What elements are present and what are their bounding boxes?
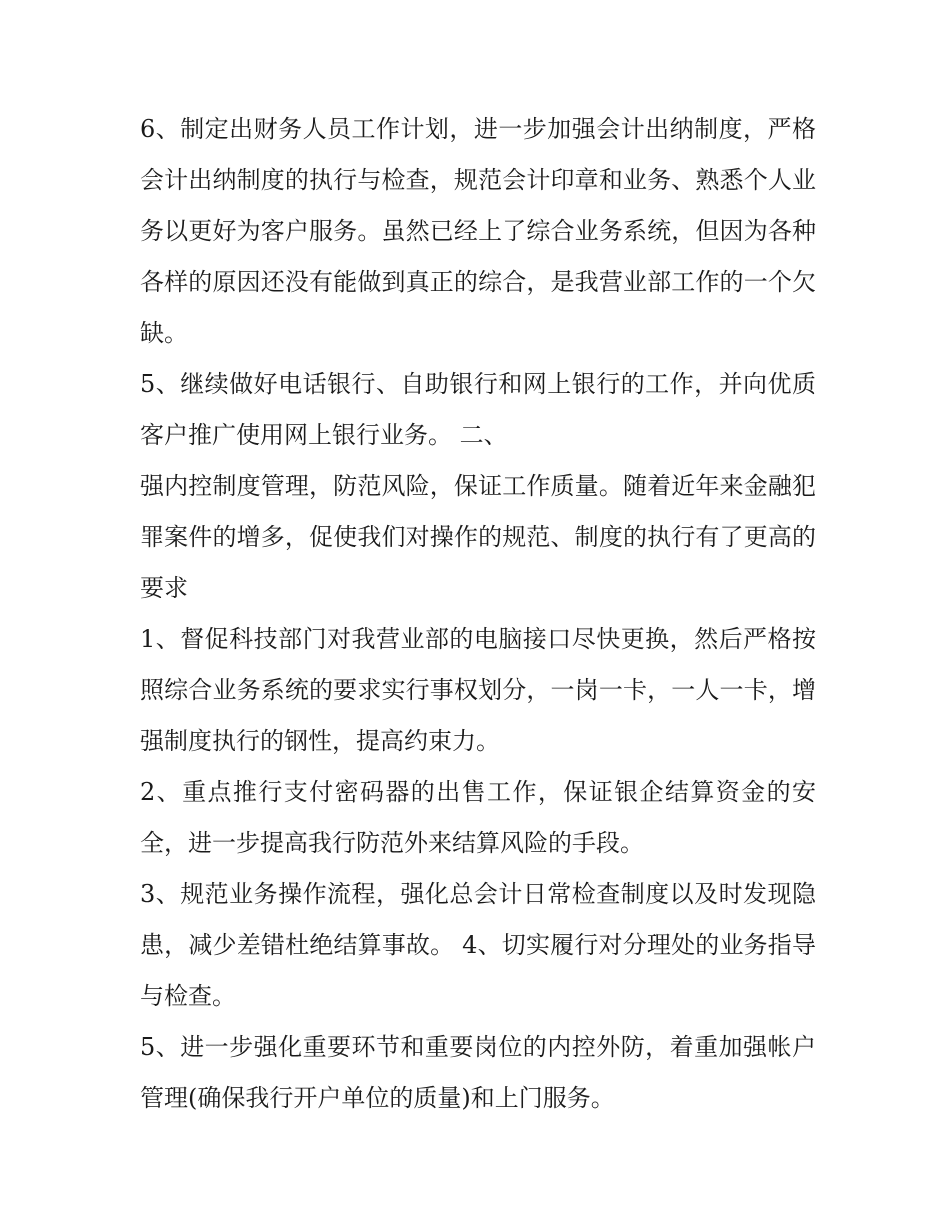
paragraph-item-5-key-positions: 5、进一步强化重要环节和重要岗位的内控外防，着重加强帐户管理(确保我行开户单位的质量)和上门服务。 <box>140 1033 816 1112</box>
document-body <box>140 104 816 1124</box>
paragraph-internal-control: 强内控制度管理，防范风险，保证工作质量。随着近年来金融犯罪案件的增多，促使我们对操作的规范、制度的执行有了更高的要求 <box>140 472 816 602</box>
paragraph-item-5-ebanking: 5、继续做好电话银行、自助银行和网上银行的工作，并向优质客户推广使用网上银行业务。 二、 <box>140 370 816 449</box>
paragraph-item-2-password-device: 2、重点推行支付密码器的出售工作，保证银企结算资金的安全，进一步提高我行防范外来结算风险的手段。 <box>140 778 816 857</box>
paragraph-item-6-plan: 6、制定出财务人员工作计划，进一步加强会计出纳制度，严格会计出纳制度的执行与检查，规范会计印章和业务、熟悉个人业务以更好为客户服务。虽然已经上了综合业务系统，但因为各种各样的原因还没有能做到真正的综合，是我营业部工作的一个欠缺。 <box>140 115 816 347</box>
paragraph-item-1-interface: 1、督促科技部门对我营业部的电脑接口尽快更换，然后严格按照综合业务系统的要求实行事权划分，一岗一卡，一人一卡，增强制度执行的钢性，提高约束力。 <box>140 625 816 755</box>
paragraph-item-3-workflow: 3、规范业务操作流程，强化总会计日常检查制度以及时发现隐患，减少差错杜绝结算事故。 4、切实履行对分理处的业务指导与检查。 <box>140 880 816 1010</box>
